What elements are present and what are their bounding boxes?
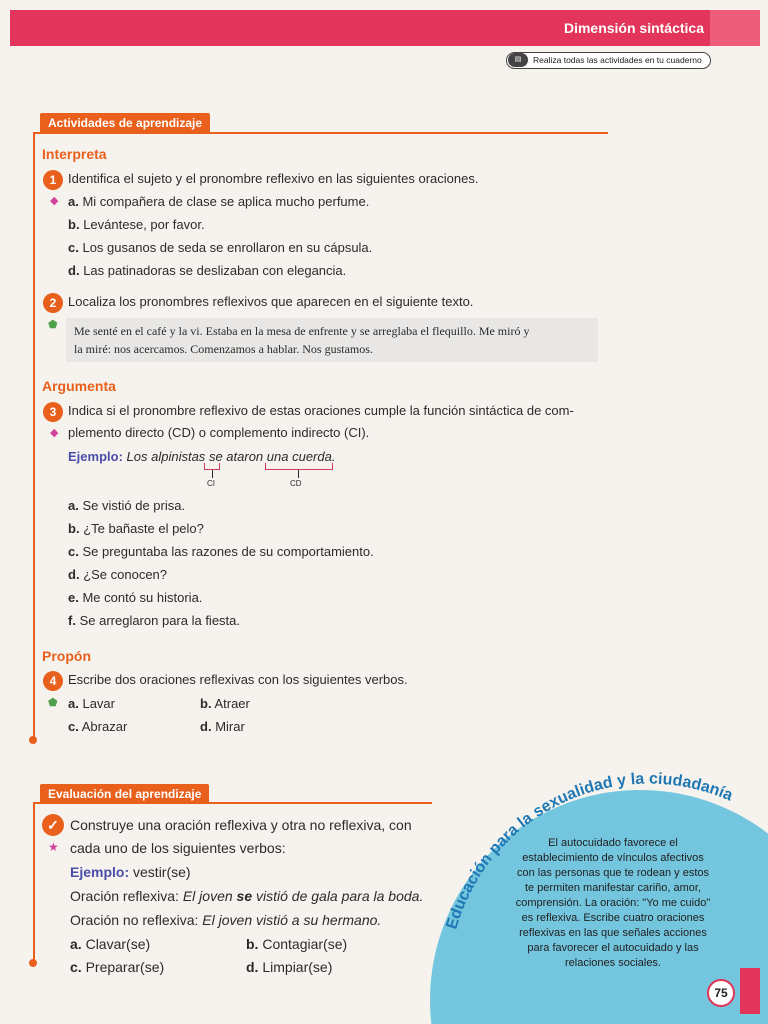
activities-side-rule: [33, 132, 35, 740]
question-3-number: 3: [43, 402, 63, 422]
evaluation-tag: Evaluación del aprendizaje: [40, 784, 209, 804]
object-bracket: [265, 463, 333, 470]
header-title: Dimensión sintáctica: [563, 20, 704, 36]
evaluation-end-dot: [29, 959, 37, 967]
ci-tick: [212, 470, 213, 478]
heading-interpreta: Interpreta: [42, 146, 107, 162]
pentagon-icon: ⬟: [48, 697, 58, 709]
q4-item-d: d. Mirar: [200, 719, 245, 734]
activities-end-dot: [29, 736, 37, 744]
eval-item-c: c. Preparar(se): [70, 959, 165, 975]
q3-item-e: e. Me contó su historia.: [68, 590, 203, 605]
notebook-note: [506, 52, 711, 69]
evaluation-example: Ejemplo: vestir(se): [70, 864, 191, 880]
question-2-text: Localiza los pronombres reflexivos que aparecen en el siguiente texto.: [68, 294, 474, 309]
activities-tag: Actividades de aprendizaje: [40, 113, 210, 133]
cd-label: CD: [290, 479, 302, 488]
ci-label: CI: [207, 479, 215, 488]
evaluation-text-line-2: cada uno de los siguientes verbos:: [70, 840, 286, 856]
question-4-text: Escribe dos oraciones reflexivas con los siguientes verbos.: [68, 672, 408, 687]
se-bracket: [204, 463, 220, 470]
quote-line-1: Me senté en el café y la vi. Estaba en la mesa de enfrente y se arreglaba el flequillo. Me miró y: [74, 324, 530, 338]
q3-example: Ejemplo: Los alpinistas se ataron una cuerda.: [68, 449, 336, 464]
reflexive-text-quote: [66, 318, 598, 362]
heading-propon: Propón: [42, 648, 91, 664]
cd-tick: [298, 470, 299, 478]
question-2-number: 2: [43, 293, 63, 313]
diamond-icon: ◆: [50, 195, 59, 207]
citizenship-text: El autocuidado favorece el establecimiento de vínculos afectivos con las personas que te rodean y estos te permiten manifestar cariño, amor, comprensión. La oración: "Yo me cuido" es reflexiva. Escribe cuatro oraciones reflexivas en las que señales acciones para favorecer el autocuidado y las relaciones sociales.: [515, 837, 711, 969]
corner-strip: [740, 968, 760, 1014]
q3-item-b: b. ¿Te bañaste el pelo?: [68, 521, 204, 536]
notebook-note-text: Realiza todas las actividades en tu cuaderno: [533, 55, 702, 65]
eval-item-d: d. Limpiar(se): [246, 959, 333, 975]
quote-line-2: la miré: nos acercamos. Comenzamos a hablar. Nos gustamos.: [74, 342, 373, 356]
reflexive-sentence: Oración reflexiva: El joven se vistió de gala para la boda.: [70, 888, 424, 904]
header-tab: [710, 10, 760, 46]
heading-argumenta: Argumenta: [42, 378, 116, 394]
q4-item-a: a. Lavar: [68, 696, 115, 711]
eval-item-b: b. Contagiar(se): [246, 936, 348, 952]
star-icon: ★: [48, 840, 59, 854]
question-1-text: Identifica el sujeto y el pronombre reflexivo en las siguientes oraciones.: [68, 171, 479, 186]
page-header: [10, 10, 760, 46]
q3-item-d: d. ¿Se conocen?: [68, 567, 168, 582]
activities-rule: [34, 132, 608, 134]
question-4-number: 4: [43, 671, 63, 691]
evaluation-text-line-1: Construye una oración reflexiva y otra no reflexiva, con: [70, 817, 412, 833]
question-1-number: 1: [43, 170, 63, 190]
side-legal-text: [3, 862, 13, 972]
notebook-icon: ▤: [508, 53, 528, 67]
page-number: 75: [707, 979, 735, 1007]
evaluation-side-rule: [33, 802, 35, 962]
q1-item-c: c. Los gusanos de seda se enrollaron en su cápsula.: [68, 240, 373, 255]
q4-item-c: c. Abrazar: [68, 719, 128, 734]
q1-item-b: b. Levántese, por favor.: [68, 217, 205, 232]
diamond-icon: ◆: [50, 427, 59, 439]
citizenship-title-text: Educación para la sexualidad y la ciudadanía: [443, 770, 736, 932]
checkmark-icon: ✓: [42, 814, 64, 836]
q3-item-a: a. Se vistió de prisa.: [68, 498, 186, 513]
q1-item-a: a. Mi compañera de clase se aplica mucho perfume.: [68, 194, 370, 209]
nonreflexive-sentence: Oración no reflexiva: El joven vistió a su hermano.: [70, 912, 382, 928]
q4-item-b: b. Atraer: [200, 696, 250, 711]
q1-item-d: d. Las patinadoras se deslizaban con elegancia.: [68, 263, 347, 278]
question-3-text-line-2: plemento directo (CD) o complemento indirecto (CI).: [68, 425, 370, 440]
pentagon-icon: ⬟: [48, 319, 58, 331]
question-3-text-line-1: Indica si el pronombre reflexivo de estas oraciones cumple la función sintáctica de com-: [68, 403, 574, 418]
q3-item-c: c. Se preguntaba las razones de su comportamiento.: [68, 544, 374, 559]
q3-item-f: f. Se arreglaron para la fiesta.: [68, 613, 241, 628]
eval-item-a: a. Clavar(se): [70, 936, 151, 952]
evaluation-rule: [34, 802, 432, 804]
